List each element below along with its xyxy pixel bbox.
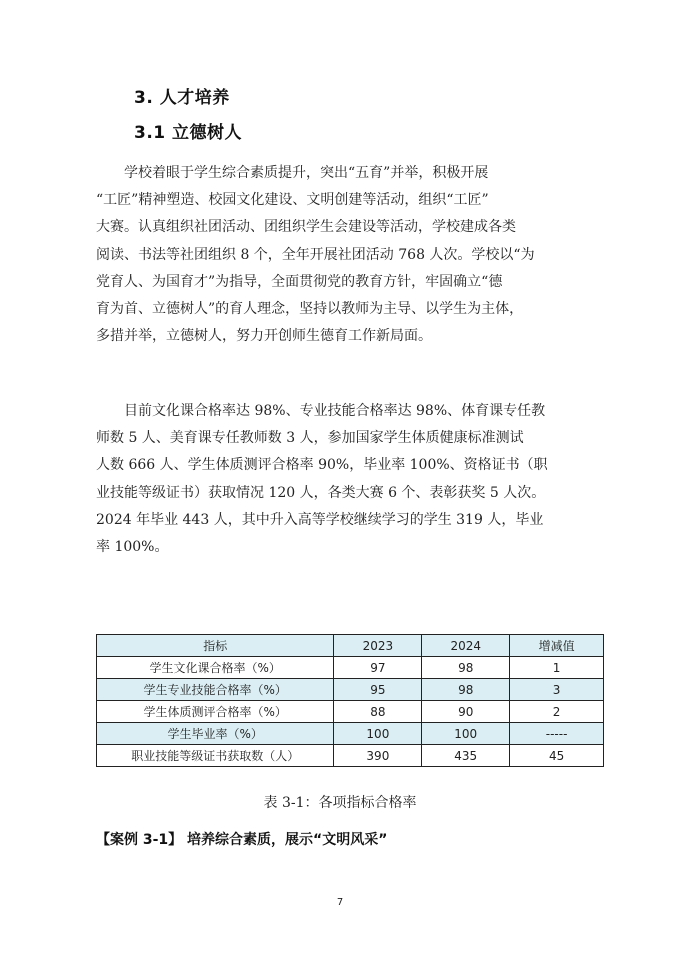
cell-2023: 100 <box>334 723 422 745</box>
case-title: 【案例 3-1】 培养综合素质，展示“文明风采” <box>96 832 388 848</box>
cell-2024: 90 <box>422 701 510 723</box>
cell-indicator: 职业技能等级证书获取数（人） <box>97 745 334 767</box>
cell-2023: 97 <box>334 657 422 679</box>
header-indicator: 指标 <box>97 635 334 657</box>
paragraph-line: 人数 666 人、学生体质测评合格率 90%，毕业率 100%、资格证书（职 <box>96 457 548 474</box>
cell-indicator: 学生文化课合格率（%） <box>97 657 334 679</box>
table-row <box>97 745 604 767</box>
paragraph-line: 大赛。认真组织社团活动、团组织学生会建设等活动，学校建成各类 <box>96 219 516 236</box>
cell-2023: 95 <box>334 679 422 701</box>
paragraph-line: 率 100%。 <box>96 538 169 555</box>
cell-indicator: 学生毕业率（%） <box>97 723 334 745</box>
cell-indicator: 学生体质测评合格率（%） <box>97 701 334 723</box>
paragraph-line: 目前文化课合格率达 98%、专业技能合格率达 98%、体育课专任教 <box>96 403 546 419</box>
paragraph-moral-education <box>96 160 600 350</box>
paragraph-line: 师数 5 人、美育课专任教师数 3 人，参加国家学生体质健康标准测试 <box>96 430 524 447</box>
paragraph-line: “工匠”精神塑造、校园文化建设、文明创建等活动，组织“工匠” <box>96 192 489 209</box>
table-row <box>97 679 604 701</box>
cell-change: 45 <box>510 745 604 767</box>
table-caption: 表 3-1：各项指标合格率 <box>263 795 417 811</box>
table-row <box>97 723 604 745</box>
header-2023: 2023 <box>334 635 422 657</box>
cell-change: 3 <box>510 679 604 701</box>
table-row <box>97 701 604 723</box>
table-header-row <box>97 635 604 657</box>
paragraph-line: 业技能等级证书）获取情况 120 人，各类大赛 6 个、表彰获奖 5 人次。 <box>96 484 546 501</box>
cell-change: ----- <box>510 723 604 745</box>
header-2024: 2024 <box>422 635 510 657</box>
cell-2023: 88 <box>334 701 422 723</box>
cell-2024: 435 <box>422 745 510 767</box>
cell-2024: 100 <box>422 723 510 745</box>
cell-indicator: 学生专业技能合格率（%） <box>97 679 334 701</box>
subsection-heading: 3.1 立德树人 <box>134 123 243 143</box>
metrics-table <box>96 634 604 767</box>
page-number: 7 <box>336 897 344 908</box>
paragraph-line: 多措并举，立德树人，努力开创师生德育工作新局面。 <box>96 328 432 345</box>
cell-2023: 390 <box>334 745 422 767</box>
paragraph-line: 党育人、为国育才”为指导，全面贯彻党的教育方针，牢固确立“德 <box>96 273 503 290</box>
cell-change: 1 <box>510 657 604 679</box>
table-row <box>97 657 604 679</box>
cell-change: 2 <box>510 701 604 723</box>
header-change: 增减值 <box>510 635 604 657</box>
paragraph-line: 阅读、书法等社团组织 8 个，全年开展社团活动 768 人次。学校以“为 <box>96 246 535 263</box>
paragraph-line: 育为首、立德树人”的育人理念，坚持以教师为主导、以学生为主体， <box>96 300 524 317</box>
paragraph-line: 学校着眼于学生综合素质提升，突出“五育”并举，积极开展 <box>96 165 489 181</box>
cell-2024: 98 <box>422 679 510 701</box>
paragraph-line: 2024 年毕业 443 人，其中升入高等学校继续学习的学生 319 人，毕业 <box>96 511 544 528</box>
section-heading: 3. 人才培养 <box>134 88 230 108</box>
paragraph-statistics <box>96 398 600 561</box>
cell-2024: 98 <box>422 657 510 679</box>
